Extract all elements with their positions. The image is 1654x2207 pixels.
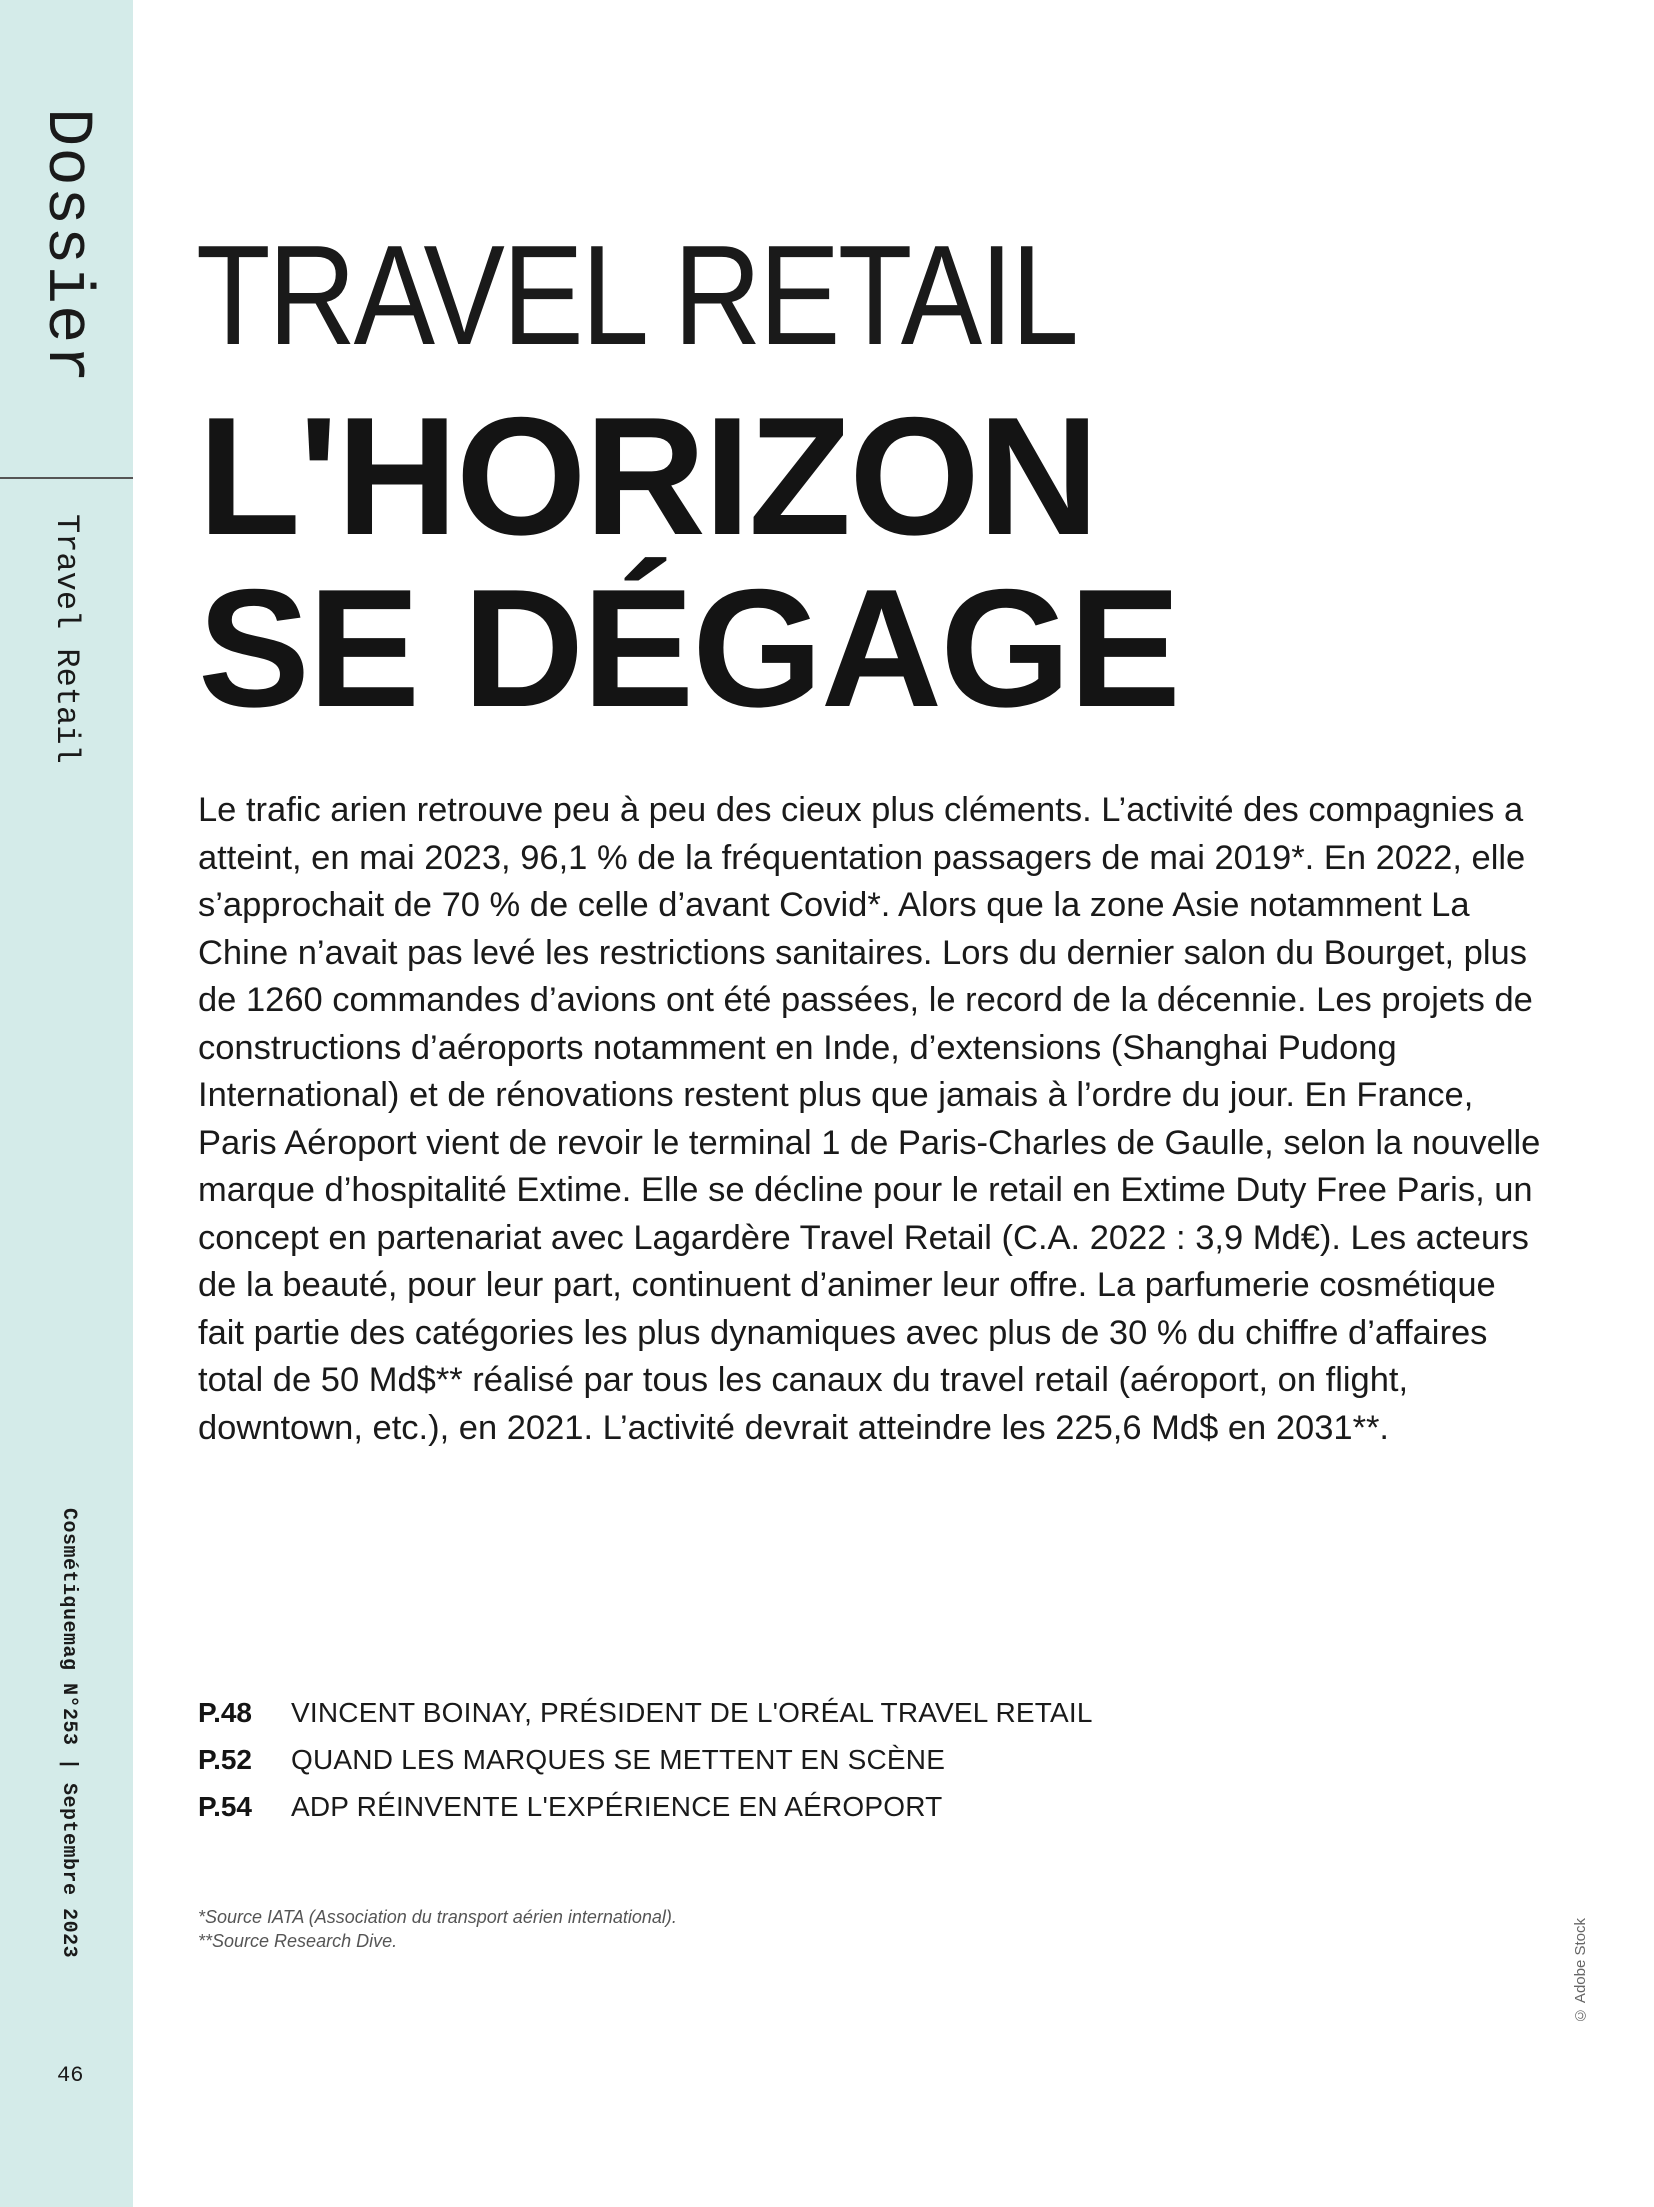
- toc-title: VINCENT BOINAY, PRÉSIDENT DE L'ORÉAL TRAVEL RETAIL: [291, 1697, 1093, 1728]
- table-of-contents: [198, 1697, 1298, 1838]
- article-headline: [198, 382, 1179, 742]
- footnote: **Source Research Dive.: [198, 1931, 398, 1951]
- toc-item[interactable]: [198, 1697, 1298, 1744]
- rubric-label: Dossier: [30, 108, 102, 384]
- footnote: *Source IATA (Association du transport aérien international).: [198, 1907, 677, 1927]
- toc-title: ADP RÉINVENTE L'EXPÉRIENCE EN AÉROPORT: [291, 1791, 943, 1822]
- headline-line-1: L'HORIZON: [198, 382, 1098, 570]
- page-number: 46: [57, 2063, 84, 2088]
- section-label: Travel Retail: [48, 514, 85, 764]
- footnotes: [198, 1905, 677, 1953]
- headline-line-2: SE DÉGAGE: [198, 554, 1179, 742]
- toc-page-number: P.48: [198, 1697, 252, 1728]
- photo-credit: © Adobe Stock: [1572, 1918, 1589, 2024]
- toc-item[interactable]: [198, 1791, 1298, 1838]
- toc-item[interactable]: [198, 1744, 1298, 1791]
- issue-label: Cosmétiquemag N°253 | Septembre 2023: [57, 1508, 80, 1959]
- article-lead: Le trafic arien retrouve peu à peu des cieux plus cléments. L’activité des compagnies a atteint, en mai 2023, 96,1 % de la fréquentation passagers de mai 2019*. En 2022, elle s’approchait de 70 % de celle d’avant Covid*. Alors que la zone Asie notamment La Chine n’avait pas levé les restrictions sanitaires. Lors du dernier salon du Bourget, plus de 1260 commandes d’avions ont été passées, le record de la décennie. Les projets de constructions d’aéroports notamment en Inde, d’extensions (Shanghai Pudong International) et de rénovations restent plus que jamais à l’ordre du jour. En France, Paris Aéroport vient de revoir le terminal 1 de Paris-Charles de Gaulle, selon la nouvelle marque d’hospitalité Extime. Elle se décline pour le retail en Extime Duty Free Paris, un concept en partenariat avec Lagardère Travel Retail (C.A. 2022 : 3,9 Md€). Les acteurs de la beauté, pour leur part, continuent d’animer leur offre. La parfumerie cosmétique fait partie des catégories les plus dynamiques avec plus de 30 % du chiffre d’affaires total de 50 Md$** réalisé par tous les canaux du travel retail (aéroport, on flight, downtown, etc.), en 2021. L’activité devrait atteindre les 225,6 Md$ en 2031**.: [198, 791, 1541, 1447]
- toc-title: QUAND LES MARQUES SE METTENT EN SCÈNE: [291, 1744, 946, 1775]
- toc-page-number: P.52: [198, 1744, 252, 1775]
- toc-page-number: P.54: [198, 1791, 252, 1822]
- sidebar-divider: [0, 477, 133, 479]
- article-kicker: TRAVEL RETAIL: [196, 216, 1077, 375]
